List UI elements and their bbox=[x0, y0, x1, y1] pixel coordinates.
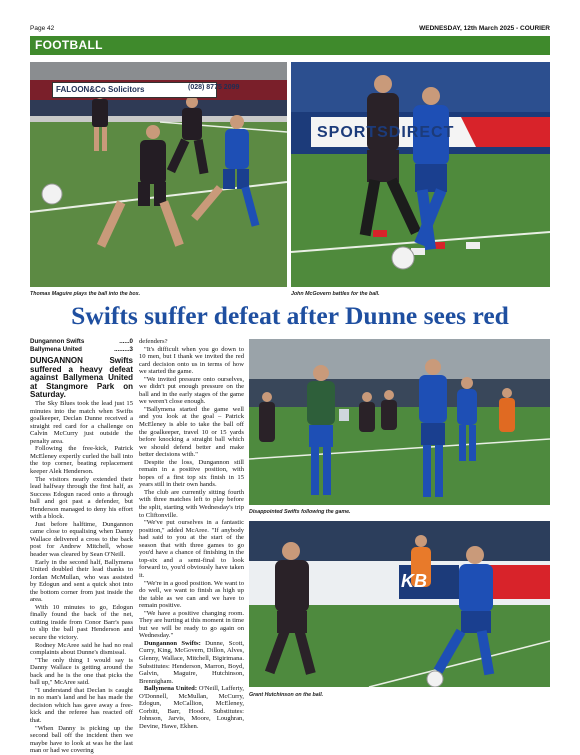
article-paragraph: Early in the second half, Ballymena United doubled their lead thanks to Jordan McMullan, who was assisted by Edogun and sent a quick shot into the bottom corner from just inside the area. bbox=[30, 558, 133, 604]
article-paragraph: With 10 minutes to go, Edogun finally found the back of the net, cutting inside from Conor Barr's pass to slip the ball past Henderson and secure the victory. bbox=[30, 603, 133, 642]
section-banner bbox=[30, 36, 550, 55]
score-line-away: Ballymena United ......... 3 bbox=[30, 345, 133, 353]
caption-bottom-right: Grant Hutchinson on the ball. bbox=[249, 692, 324, 698]
article-paragraph: Despite the loss, Dungannon still remain in a positive position, with hopes of a first top six finish in 15 years still in their own hands. bbox=[139, 458, 244, 489]
hoarding-faloon: FALOON&Co Solicitors bbox=[52, 82, 217, 98]
section-label: FOOTBALL bbox=[35, 38, 103, 52]
article-paragraph: "We've put ourselves in a fantastic position," added McAree. "If anybody had said to you at the start of the season that with three games to go you'd have a chance of finishing in the top-six and a semi-final to look forward to, you'd obviously have taken it. bbox=[139, 519, 244, 579]
article-paragraph: "We're in a good position. We want to do well, we want to finish as high up the table as we can and we have to remain positive. bbox=[139, 579, 244, 610]
headline: Swifts suffer defeat after Dunne sees red bbox=[71, 301, 509, 330]
article-paragraph: "Ballymena started the game well and you look at the goal – Patrick McEleney is able to take the ball off the goalkeeper, travel 10 or 15 yards before knocking a straight ball which we should defend better and make better decisions with." bbox=[139, 405, 244, 459]
article-paragraph: The Sky Blues took the lead just 15 minutes into the match when Swifts goalkeeper, Declan Dunne received a straight red card for a challenge on Calvin McCurry just outside the penalty area. bbox=[30, 400, 133, 445]
article-paragraph: "The only thing I would say is Danny Wallace is getting around the back and he is the one that picks the ball up," McAree said. bbox=[30, 656, 133, 687]
hoarding-sportsdirect: SPORTSDIRECT bbox=[317, 124, 455, 141]
article-paragraph: "I understand that Declan is caught in no man's land and he has made the decision which has gave away a free-kick and the referee has reacted off that. bbox=[30, 686, 133, 725]
article-paragraph: defenders? bbox=[139, 338, 168, 345]
caption-mid-right: Disappointed Swifts following the game. bbox=[249, 509, 351, 515]
lineup-home: Dungannon Swifts: Dunne, Scott, Curry, King, McGovern, Dillon, Alves, Glenny, Wallace, Mitchell, Bigirimana. Substitutes: Henderson, Marron, Boyd, Galvin, Maguire, Hutchinson, Brennigham. bbox=[139, 639, 244, 685]
photo-mcgovern bbox=[291, 62, 550, 287]
article-column-2 bbox=[139, 338, 244, 730]
lineup-away: Ballymena United: O'Neill, Lafferty, O'Donnell, McMullan, McCurry, Edogun, McCallion, McEleney, Corbitt, Barr, Hood. Substitutes: Johnson, Jarvis, Moore, Loughran, Devine, Hawe, Ekhen. bbox=[139, 685, 244, 730]
hoarding-kb: KB bbox=[401, 571, 427, 591]
article-paragraph: Following the free-kick, Patrick McEleney expertly curled the ball into the top corner, beating replacement keeper Alek Henderson. bbox=[30, 445, 133, 475]
article-paragraph: "We have a positive changing room. They are hurting at this moment in time but we will be ready to go again on Wednesday." bbox=[139, 609, 244, 640]
article-paragraph: Just before halftime, Dungannon came close to equalising when Danny Wallace delivered a cross to the back post for Andrew Mitchell, whose header was cleared by Sean O'Neill. bbox=[30, 520, 133, 558]
hoarding-phone: (028) 8775 2099 bbox=[188, 84, 240, 91]
article-lead: DUNGANNON Swifts suffered a heavy defeat against Ballymena United at Stangmore Park on Saturday. bbox=[30, 356, 133, 400]
article-column-1 bbox=[30, 338, 133, 755]
article-paragraph: Rodney McAree said he had no real complaints about Dunne's dismissal. bbox=[30, 641, 133, 657]
caption-top-left: Thomas Maguire plays the ball into the box. bbox=[30, 291, 141, 297]
photo-disappointed-swifts bbox=[249, 339, 550, 505]
article-paragraph: "When Danny is picking up the second ball off the incident then we maybe have to look at was he the last man or had we covering bbox=[30, 724, 133, 755]
article-paragraph: "We invited pressure onto ourselves, we didn't put enough pressure on the ball and in the early stages of the game we weren't close enough. bbox=[139, 375, 244, 406]
page-header bbox=[30, 22, 550, 34]
article-paragraph: The visitors nearly extended their lead halfway through the first half, as Success Edogun raced onto a through ball and got past a defender, but Henderson managed to deny his effort with a block. bbox=[30, 475, 133, 521]
page-number: Page 42 bbox=[30, 25, 55, 32]
caption-top-right: John McGovern battles for the ball. bbox=[291, 291, 380, 297]
dateline: WEDNESDAY, 12th March 2025 - COURIER bbox=[419, 25, 550, 32]
article-paragraph: The club are currently sitting fourth with three matches left to play before the split, starting with Wednesday's trip to Cliftonville. bbox=[139, 488, 244, 519]
score-line-home: Dungannon Swifts ...... 0 bbox=[30, 338, 133, 345]
photo-hutchinson bbox=[249, 521, 550, 687]
photo-maguire bbox=[30, 62, 287, 287]
article-paragraph: "It's difficult when you go down to 10 men, but I thank we invited the red card decision onto us in terms of how we started the game. bbox=[139, 345, 244, 376]
